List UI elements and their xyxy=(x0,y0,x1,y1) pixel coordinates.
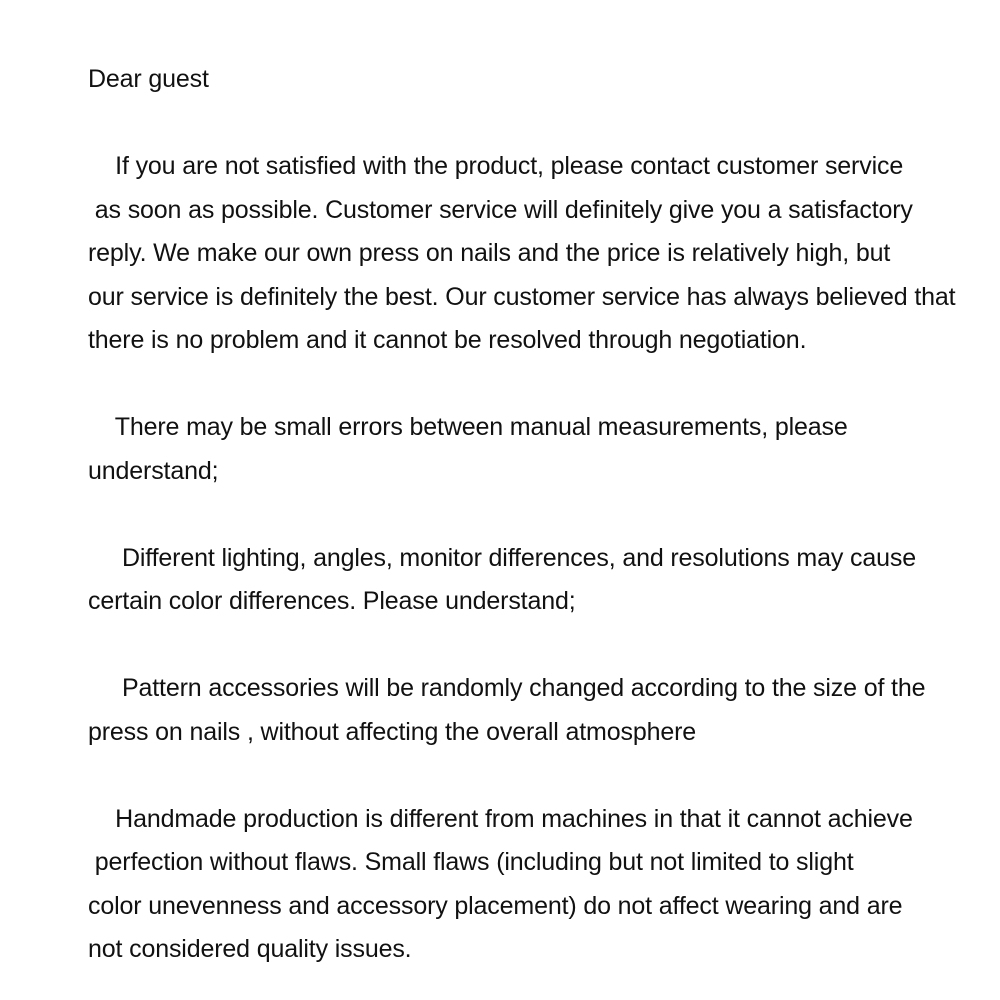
paragraph-measurement-errors xyxy=(88,406,990,493)
text-line: There may be small errors between manual measurements, please xyxy=(88,413,848,441)
text-line: reply. We make our own press on nails and the price is relatively high, but xyxy=(88,239,891,267)
text-line: perfection without flaws. Small flaws (including but not limited to slight xyxy=(88,848,854,876)
text-line: as soon as possible. Customer service will definitely give you a satisfactory xyxy=(88,195,913,224)
text-line: Different lighting, angles, monitor differences, and resolutions may cause xyxy=(88,543,916,572)
text-line: certain color differences. Please understand; xyxy=(88,587,576,615)
paragraph-customer-service xyxy=(88,145,990,363)
text-line: not considered quality issues. xyxy=(88,935,412,963)
text-line: understand; xyxy=(88,456,219,485)
text-line: Pattern accessories will be randomly changed according to the size of the xyxy=(88,674,926,702)
paragraph-handmade-flaws xyxy=(88,798,990,972)
text-line: Handmade production is different from machines in that it cannot achieve xyxy=(88,804,913,833)
text-line: color unevenness and accessory placement) do not affect wearing and are xyxy=(88,891,903,920)
paragraph-color-differences xyxy=(88,537,990,624)
paragraph-pattern-accessories xyxy=(88,667,990,754)
greeting-text: Dear guest xyxy=(88,65,209,93)
text-line: press on nails , without affecting the overall atmosphere xyxy=(88,717,697,746)
text-line: If you are not satisfied with the product, please contact customer service xyxy=(88,152,904,180)
text-line: our service is definitely the best. Our customer service has always believed that xyxy=(88,282,956,311)
text-line: there is no problem and it cannot be resolved through negotiation. xyxy=(88,326,807,354)
